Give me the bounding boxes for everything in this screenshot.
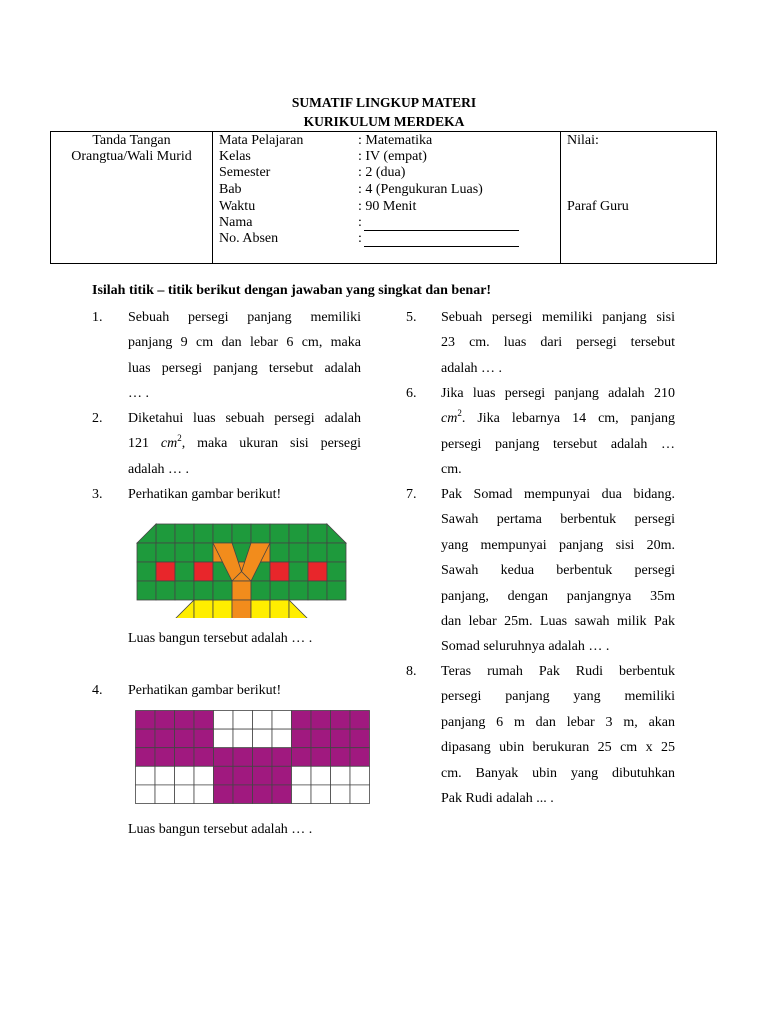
grid-cell <box>214 766 234 785</box>
tree-cell <box>232 581 251 600</box>
tree-cell <box>251 600 270 618</box>
column-divider <box>212 132 213 263</box>
info-box: Tanda Tangan Orangtua/Wali Murid Mata Pelajaran : Matematika Kelas : IV (empat) Semester : 2 (dua) Bab : 4 (Pengukuran Luas) Waktu : 90 Menit Nama : No. Absen : Nilai: Paraf Guru <box>50 131 717 264</box>
question-6-text: Jika luas persegi panjang adalah 210 $cm^2$. Jika lebarnya 14 cm, panjang persegi panjang tersebut adalah … cm. <box>441 386 675 478</box>
grid-cell <box>350 766 370 785</box>
grid-cell <box>311 711 331 730</box>
grid-cell <box>292 766 312 785</box>
purple-grid-figure <box>135 710 372 804</box>
tree-cell <box>194 543 213 562</box>
grid-cell <box>350 729 370 748</box>
tree-cell <box>137 581 156 600</box>
grid-cell <box>253 748 273 767</box>
tree-cell <box>270 524 289 543</box>
grid-cell <box>194 729 214 748</box>
grid-cell <box>194 785 214 804</box>
grid-cell <box>214 729 234 748</box>
tree-cell <box>213 581 232 600</box>
grid-cell <box>292 711 312 730</box>
grid-cell <box>214 748 234 767</box>
tree-cell <box>270 581 289 600</box>
grid-cell <box>272 785 292 804</box>
tree-cell <box>232 524 251 543</box>
grid-cell <box>350 711 370 730</box>
grid-cell <box>350 748 370 767</box>
grid-cell <box>175 748 195 767</box>
tree-cell <box>175 543 194 562</box>
grid-cell <box>331 729 351 748</box>
grid-cell <box>214 711 234 730</box>
grid-cell <box>175 785 195 804</box>
tree-cell <box>213 524 232 543</box>
tree-cell <box>308 524 327 543</box>
tree-cell <box>137 562 156 581</box>
grid-cell <box>155 748 175 767</box>
question-number: 6. <box>406 386 417 401</box>
question-number: 1. <box>92 310 103 325</box>
grid-cell <box>292 748 312 767</box>
grid-cell <box>136 729 156 748</box>
question-number: 5. <box>406 310 417 325</box>
grid-cell <box>155 766 175 785</box>
question-4-text: Perhatikan gambar berikut! <box>128 683 282 698</box>
question-7-text: Pak Somad mempunyai dua bidang. Sawah pertama berbentuk persegi yang mempunyai panjang sisi 20m. Sawah kedua berbentuk persegi panjang, dengan panjangnya 35m dan lebar 25m. Luas sawah milik Pak Somad seluruhnya adalah … . <box>441 487 675 655</box>
tree-cell <box>308 543 327 562</box>
grid-cell <box>194 748 214 767</box>
paraf-guru-label: Paraf Guru <box>567 199 629 214</box>
grid-cell <box>175 729 195 748</box>
question-number: 4. <box>92 683 103 698</box>
grid-cell <box>253 729 273 748</box>
grid-cell <box>175 711 195 730</box>
grid-cell <box>233 785 253 804</box>
tree-cell <box>137 524 156 543</box>
grid-cell <box>175 766 195 785</box>
question-1-text: Sebuah persegi panjang memiliki panjang 9 cm dan lebar 6 cm, maka luas persegi panjang tersebut adalah … . <box>128 310 361 402</box>
question-4-caption: Luas bangun tersebut adalah … . <box>128 822 313 837</box>
tree-cell <box>251 524 270 543</box>
grid-cell <box>311 729 331 748</box>
tree-cell <box>270 600 289 618</box>
tree-cell <box>156 524 175 543</box>
grid-cell <box>253 785 273 804</box>
tree-cell <box>194 524 213 543</box>
column-divider <box>560 132 561 263</box>
tree-cell <box>194 562 213 581</box>
title-line-1: SUMATIF LINGKUP MATERI <box>291 95 477 110</box>
grid-cell <box>311 785 331 804</box>
question-3-caption: Luas bangun tersebut adalah … . <box>128 631 313 646</box>
grid-cell <box>331 766 351 785</box>
tree-cell <box>194 600 213 618</box>
tree-cell <box>175 581 194 600</box>
grid-cell <box>253 711 273 730</box>
grid-cell <box>155 785 175 804</box>
tree-cell <box>194 581 213 600</box>
grid-cell <box>253 766 273 785</box>
signature-label: Tanda Tangan Orangtua/Wali Murid <box>71 133 192 164</box>
question-number: 3. <box>92 487 103 502</box>
grid-cell <box>331 785 351 804</box>
tree-cell <box>308 562 327 581</box>
grid-cell <box>272 766 292 785</box>
tree-cell <box>232 600 251 618</box>
tree-cell <box>156 581 175 600</box>
tree-cell <box>327 524 346 543</box>
grid-cell <box>214 785 234 804</box>
tree-cell <box>289 543 308 562</box>
grid-cell <box>136 711 156 730</box>
tree-cell <box>137 543 156 562</box>
question-5-text: Sebuah persegi memiliki panjang sisi 23 cm. luas dari persegi tersebut adalah … . <box>441 310 675 376</box>
grid-cell <box>136 748 156 767</box>
tree-cell <box>251 581 270 600</box>
grid-cell <box>136 785 156 804</box>
grid-cell <box>292 729 312 748</box>
instruction-text: Isilah titik – titik berikut dengan jawaban yang singkat dan benar! <box>92 283 492 298</box>
absen-blank-line[interactable] <box>364 233 519 247</box>
name-blank-line[interactable] <box>364 217 519 231</box>
tree-cell <box>289 562 308 581</box>
grid-cell <box>331 748 351 767</box>
tree-cell <box>289 524 308 543</box>
grid-cell <box>311 748 331 767</box>
question-8-text: Teras rumah Pak Rudi berbentuk persegi panjang yang memiliki panjang 6 m dan lebar 3 m, akan dipasang ubin berukuran 25 cm x 25 cm. Banyak ubin yang dibutuhkan Pak Rudi adalah ... . <box>441 664 675 806</box>
grid-cell <box>155 729 175 748</box>
nilai-label: Nilai: <box>567 133 599 148</box>
tree-cell <box>289 581 308 600</box>
grid-cell <box>233 748 253 767</box>
grid-cell <box>136 766 156 785</box>
grid-cell <box>272 748 292 767</box>
grid-cell <box>272 729 292 748</box>
title-line-2: KURIKULUM MERDEKA <box>303 114 465 129</box>
grid-cell <box>155 711 175 730</box>
grid-cell <box>331 711 351 730</box>
question-number: 8. <box>406 664 417 679</box>
tree-cell <box>289 600 308 618</box>
tree-cell <box>175 562 194 581</box>
tree-cell <box>175 600 194 618</box>
tree-cell <box>327 562 346 581</box>
grid-cell <box>194 766 214 785</box>
tree-grid-figure <box>136 522 356 618</box>
grid-cell <box>272 711 292 730</box>
question-number: 2. <box>92 411 103 426</box>
grid-cell <box>292 785 312 804</box>
tree-cell <box>270 543 289 562</box>
tree-cell <box>156 562 175 581</box>
grid-cell <box>233 766 253 785</box>
tree-cell <box>327 543 346 562</box>
tree-cell <box>156 543 175 562</box>
tree-cell <box>327 581 346 600</box>
grid-cell <box>311 766 331 785</box>
grid-cell <box>233 711 253 730</box>
tree-cell <box>270 562 289 581</box>
question-number: 7. <box>406 487 417 502</box>
tree-cell <box>175 524 194 543</box>
tree-cell <box>213 600 232 618</box>
grid-cell <box>233 729 253 748</box>
grid-cell <box>350 785 370 804</box>
grid-cell <box>194 711 214 730</box>
question-3-text: Perhatikan gambar berikut! <box>128 487 282 502</box>
tree-cell <box>308 581 327 600</box>
question-2-text: Diketahui luas sebuah persegi adalah 121 $cm^2$, maka ukuran sisi persegi adalah … . <box>128 411 361 477</box>
